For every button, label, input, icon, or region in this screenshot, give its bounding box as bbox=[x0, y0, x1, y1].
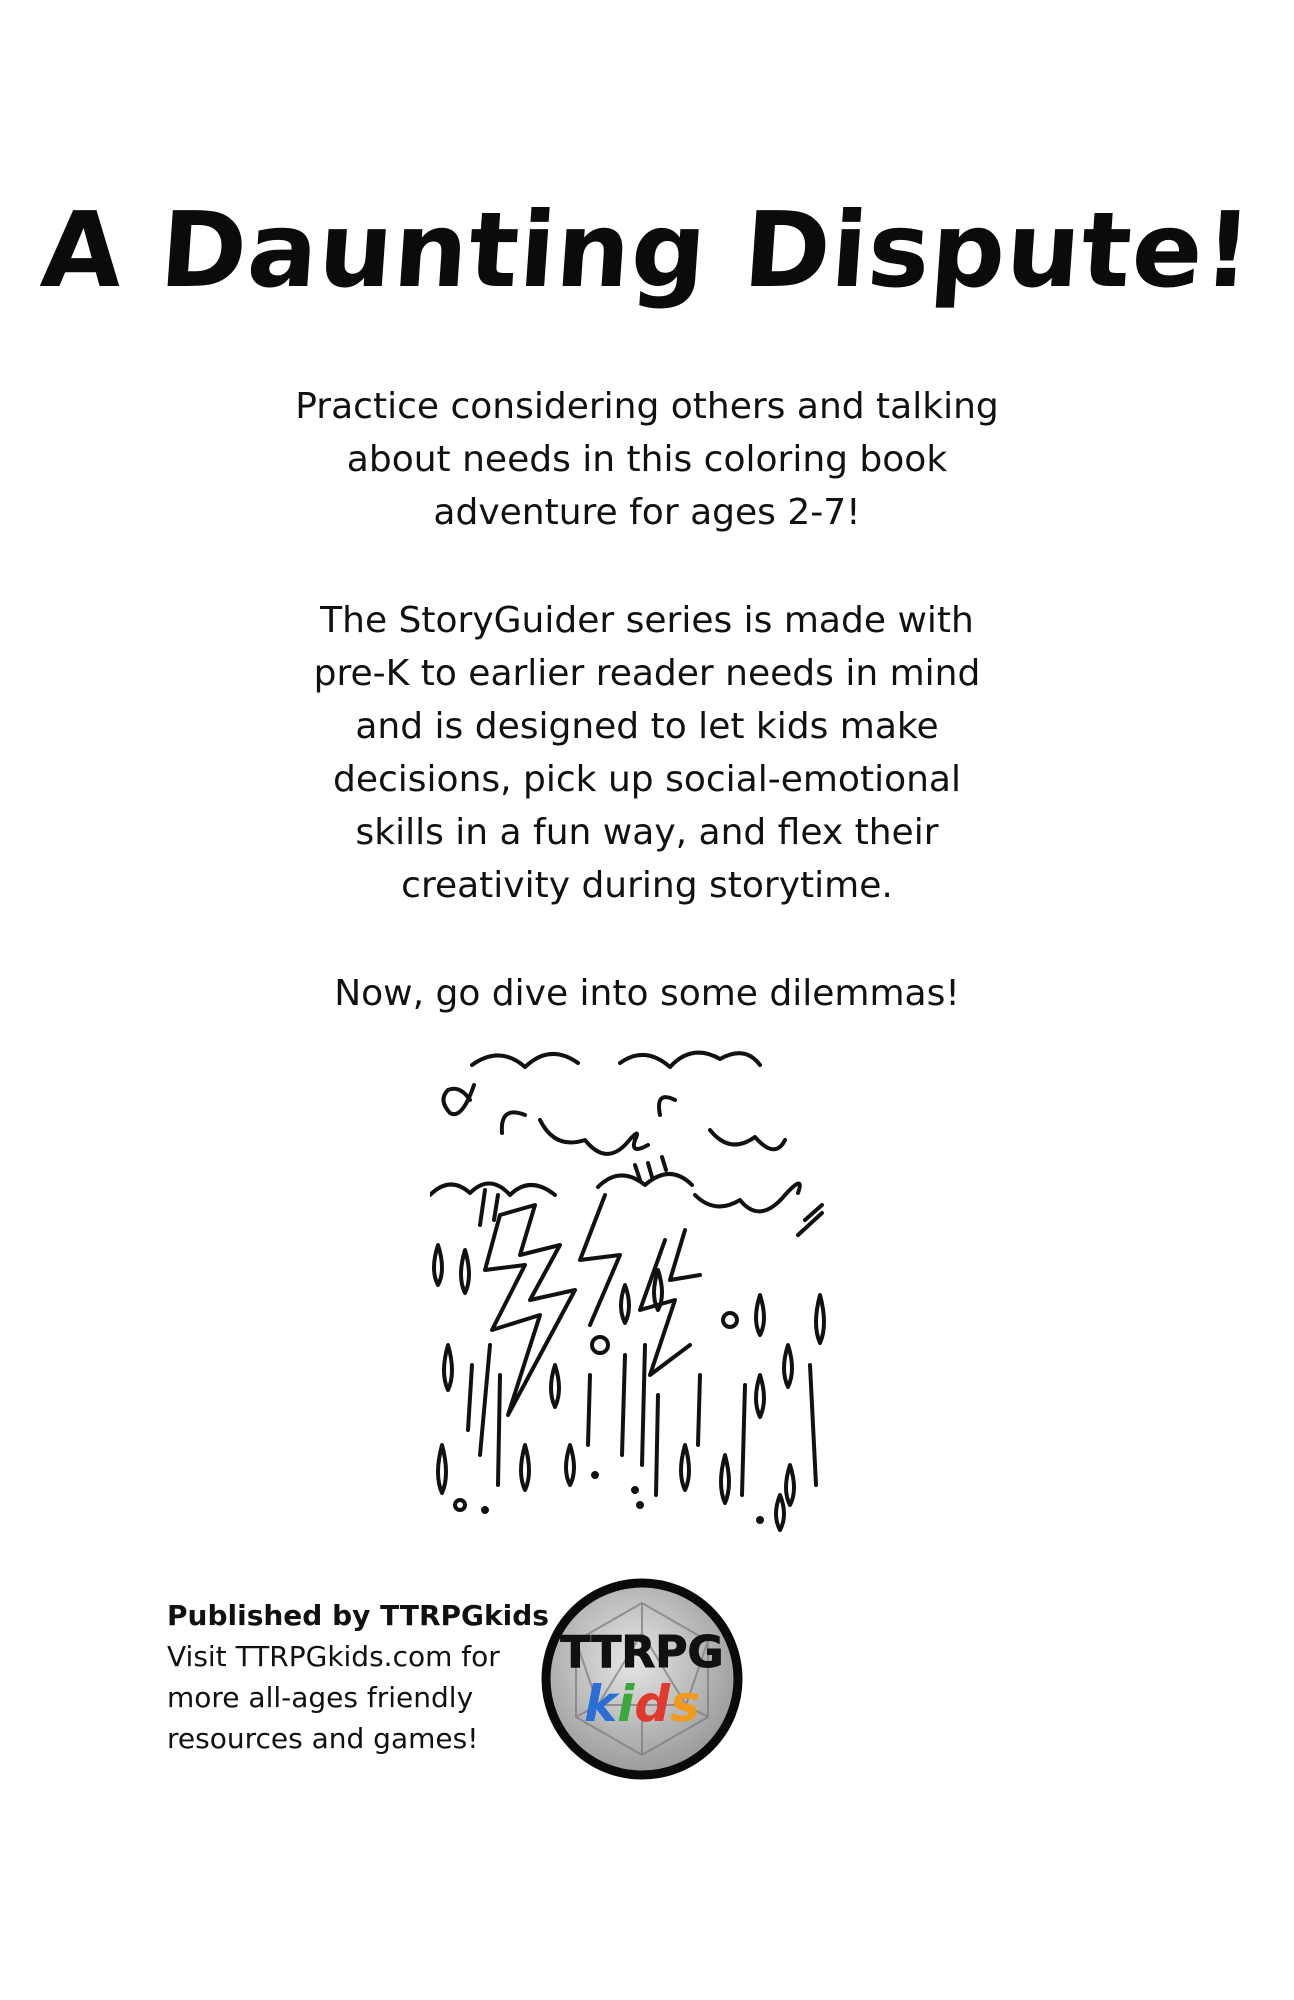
series-paragraph bbox=[0, 594, 1294, 912]
series-line: The StoryGuider series is made with bbox=[320, 600, 974, 641]
intro-line: adventure for ages 2-7! bbox=[433, 492, 861, 533]
ttrpgkids-logo bbox=[538, 1575, 746, 1783]
intro-line: Practice considering others and talking bbox=[295, 386, 999, 427]
intro-line: about needs in this coloring book bbox=[346, 439, 948, 480]
series-line: creativity during storytime. bbox=[401, 865, 893, 906]
closing-line: Now, go dive into some dilemmas! bbox=[334, 973, 960, 1014]
publisher-info bbox=[167, 1595, 549, 1759]
series-line: and is designed to let kids make bbox=[355, 706, 939, 747]
publisher-line: more all-ages friendly bbox=[167, 1681, 474, 1714]
publisher-line: resources and games! bbox=[167, 1722, 479, 1755]
logo-bottom-text: kids bbox=[584, 1675, 700, 1733]
storm-cloud-rain-lightning-icon bbox=[430, 1045, 870, 1545]
publisher-heading: Published by TTRPGkids bbox=[167, 1599, 549, 1632]
logo-top-text: TTRPG bbox=[560, 1627, 724, 1678]
series-line: decisions, pick up social-emotional bbox=[333, 759, 961, 800]
series-line: pre-K to earlier reader needs in mind bbox=[313, 653, 981, 694]
intro-paragraph bbox=[0, 380, 1294, 539]
series-line: skills in a fun way, and flex their bbox=[355, 812, 939, 853]
page-title: A Daunting Dispute! bbox=[37, 189, 1257, 311]
publisher-line: Visit TTRPGkids.com for bbox=[167, 1640, 500, 1673]
